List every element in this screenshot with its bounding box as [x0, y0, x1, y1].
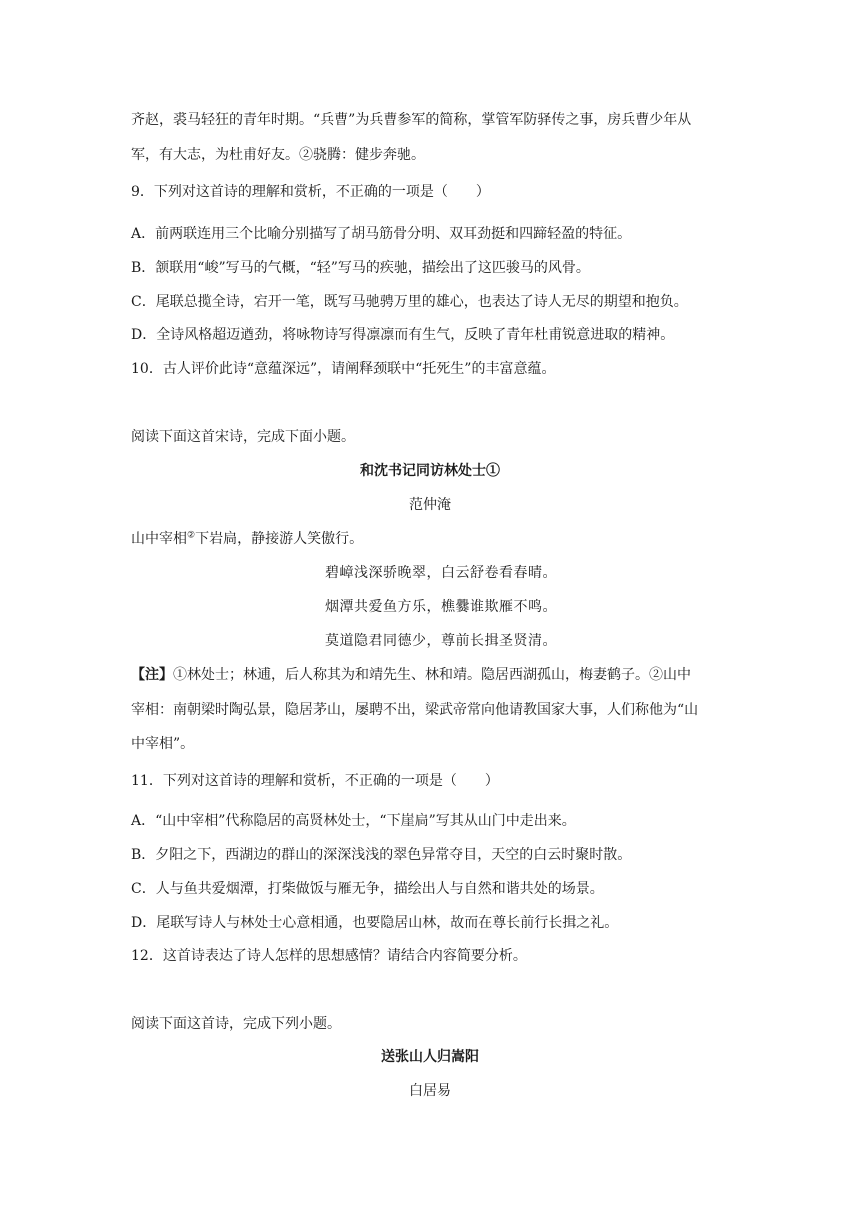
paragraph-line: 齐赵，裘马轻狂的青年时期。“兵曹”为兵曹参军的简称，掌管军防驿传之事，房兵曹少年从: [131, 112, 692, 128]
question-9: 9．下列对这首诗的理解和赏析，不正确的一项是（ ）: [131, 184, 490, 200]
question-12: 12．这首诗表达了诗人怎样的思想感情？请结合内容简要分析。: [131, 948, 527, 964]
section-intro: 阅读下面这首宋诗，完成下面小题。: [131, 429, 355, 445]
option-11c: C．人与鱼共爱烟潭，打柴做饭与雁无争，描绘出人与自然和谐共处的场景。: [131, 881, 604, 897]
question-11: 11．下列对这首诗的理解和赏析，不正确的一项是（ ）: [131, 773, 499, 789]
option-9b: B．颔联用“峻”写马的气概，“轻”写马的疾驰，描绘出了这匹骏马的风骨。: [131, 260, 590, 276]
option-11a: A．“山中宰相”代称隐居的高贤林处士，“下崖扃”写其从山门中走出来。: [131, 813, 576, 829]
section-intro: 阅读下面这首诗，完成下列小题。: [131, 1016, 341, 1032]
note-line: [131, 665, 691, 685]
poem-title: 送张山人归嵩阳: [381, 1049, 479, 1065]
poem-author: 范仲淹: [409, 497, 451, 513]
note-label: 【注】: [131, 667, 173, 683]
poem-line: [131, 529, 363, 549]
question-10: 10．古人评价此诗“意蕴深远”，请阐释颈联中“托死生”的丰富意蕴。: [131, 361, 556, 377]
note-line: 宰相：南朝梁时陶弘景，隐居茅山，屡聘不出，梁武帝常向他请教国家大事，人们称他为“山: [131, 702, 699, 718]
poem-title: 和沈书记同访林处士①: [360, 463, 500, 479]
option-9a: A．前两联连用三个比喻分别描写了胡马筋骨分明、双耳劲挺和四蹄轻盈的特征。: [131, 226, 632, 242]
note-line: 中宰相”。: [131, 736, 195, 752]
poem-line: 烟潭共爱鱼方乐，樵爨谁欺雁不鸣。: [325, 599, 557, 615]
poem-line-text: 山中宰相: [131, 531, 187, 547]
poem-author: 白居易: [409, 1083, 451, 1099]
option-9c: C．尾联总揽全诗，宕开一笔，既写马驰骋万里的雄心，也表达了诗人无尽的期望和抱负。: [131, 294, 688, 310]
poem-line: 莫道隐君同德少，尊前长揖圣贤清。: [325, 633, 557, 649]
poem-line: 碧嶂浅深骄晚翠，白云舒卷看春晴。: [325, 565, 557, 581]
note-text: ①林处士；林逋，后人称其为和靖先生、林和靖。隐居西湖孤山，梅妻鹤子。②山中: [173, 667, 691, 683]
option-9d: D．全诗风格超迈遒劲，将咏物诗写得凛凛而有生气，反映了青年杜甫锐意进取的精神。: [131, 327, 675, 343]
footnote-marker: ②: [187, 530, 196, 541]
poem-line-text: 下岩扃，静接游人笑傲行。: [195, 531, 364, 547]
option-11b: B．夕阳之下，西湖边的群山的深深浅浅的翠色异常夺目，天空的白云时聚时散。: [131, 847, 632, 863]
paragraph-line: 军，有大志，为杜甫好友。②骁腾：健步奔驰。: [131, 147, 425, 163]
option-11d: D．尾联写诗人与林处士心意相通，也要隐居山林，故而在尊长前行长揖之礼。: [131, 915, 619, 931]
